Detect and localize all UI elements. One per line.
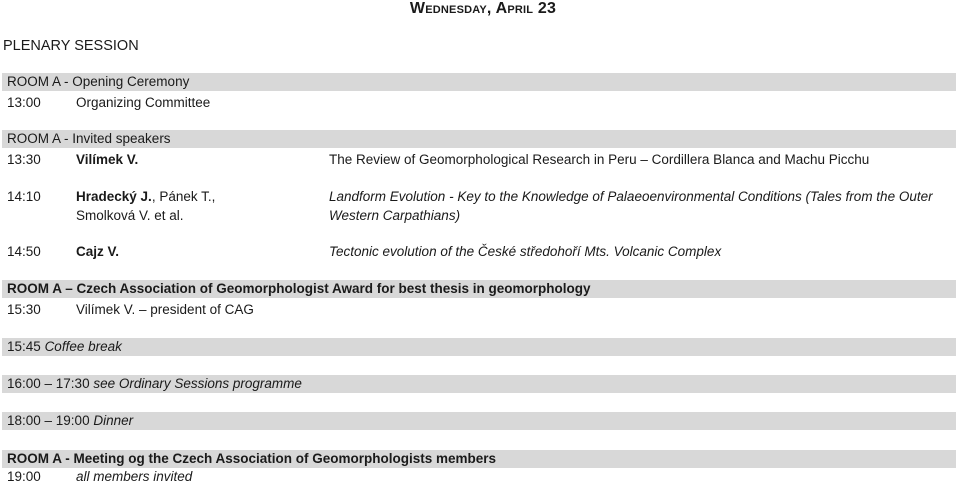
dinner-text: Dinner xyxy=(93,413,134,428)
talk-1-speaker: Vilímek V. xyxy=(76,152,139,167)
talk-3-time: 14:50 xyxy=(7,244,41,259)
ordinary-text: see Ordinary Sessions programme xyxy=(93,376,302,391)
talk-2-speakers-line2: Smolková V. et al. xyxy=(76,208,184,223)
award-time: 15:30 xyxy=(7,302,41,317)
invited-band-label: ROOM A - Invited speakers xyxy=(7,131,171,146)
day-heading: Wednesday, April 23 xyxy=(409,0,557,17)
talk-2-title-line1: Landform Evolution - Key to the Knowledge of Palaeoenvironmental Conditions (Tales from the Outer xyxy=(329,189,933,204)
coffee-text: Coffee break xyxy=(44,339,122,354)
talk-2-title-line2: Western Carpathians) xyxy=(329,208,461,223)
dinner-time: 18:00 – 19:00 xyxy=(7,413,90,428)
talk-2-speaker-main: Hradecký J. xyxy=(76,189,152,204)
ordinary-time: 16:00 – 17:30 xyxy=(7,376,90,391)
award-band-label: ROOM A – Czech Association of Geomorphologist Award for best thesis in geomorphology xyxy=(7,281,591,296)
award-text: Vilímek V. – president of CAG xyxy=(76,302,254,317)
dinner-band xyxy=(2,412,956,430)
talk-1-title: The Review of Geomorphological Research in Peru – Cordillera Blanca and Machu Picchu xyxy=(329,152,870,167)
opening-band-label: ROOM A - Opening Ceremony xyxy=(7,74,190,89)
opening-time: 13:00 xyxy=(7,95,41,110)
coffee-band xyxy=(2,338,956,356)
talk-2-speakers xyxy=(76,189,215,204)
meeting-text: all members invited xyxy=(76,469,193,484)
coffee-time: 15:45 xyxy=(7,339,41,354)
ordinary-row xyxy=(7,376,302,391)
meeting-time: 19:00 xyxy=(7,469,41,484)
talk-3-title: Tectonic evolution of the České středohoří Mts. Volcanic Complex xyxy=(329,244,722,259)
talk-1-time: 13:30 xyxy=(7,152,41,167)
opening-text: Organizing Committee xyxy=(76,95,211,110)
dinner-row xyxy=(7,413,133,428)
talk-3-speaker: Cajz V. xyxy=(76,244,120,259)
talk-2-speaker-co: , Pánek T., xyxy=(151,189,216,204)
coffee-row xyxy=(7,339,122,354)
session-label: PLENARY SESSION xyxy=(3,38,139,54)
talk-2-time: 14:10 xyxy=(7,189,41,204)
meeting-band-label: ROOM A - Meeting og the Czech Association of Geomorphologists members xyxy=(7,451,497,466)
